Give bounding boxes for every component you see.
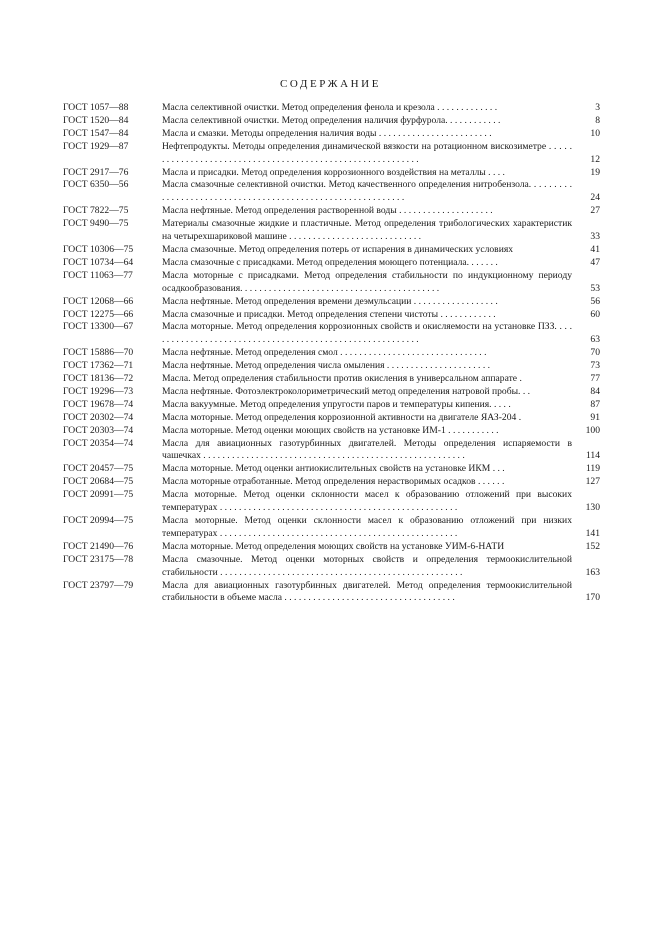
toc-entry [63,309,600,322]
toc-entry [63,296,600,309]
page-number: 63 [590,334,600,346]
toc-entry [63,115,600,128]
entry-title: Масла нефтяные. Метод определения числа омыления . . . . . . . . . . . . . . . . . . . . . . [162,360,491,372]
entry-title: Масла смазочные с присадками. Метод определения моющего потенциала. . . . . . . [162,256,498,268]
entry-title: Масла моторные. Метод оценки моющих свойств на установке ИМ-1 . . . . . . . . . . . [162,424,499,436]
gost-code: ГОСТ 20991—75 [63,489,134,501]
gost-code: ГОСТ 7822—75 [63,205,129,217]
toc-entry [63,321,600,347]
gost-code: ГОСТ 18136—72 [63,373,134,385]
gost-code: ГОСТ 20684—75 [63,476,134,488]
page-number: 24 [590,192,600,204]
toc-entry [63,257,600,270]
entry-title: Масла моторные с присадками. Метод определения стабильности по индукционному периоду осадкообразования. . . . . . . . . . . . . . . . . . . . . . . . . . . . . . . . . . . . . . . . . . [162,269,572,294]
toc-entry [63,438,600,464]
gost-code: ГОСТ 6350—56 [63,179,129,191]
page-number: 33 [590,231,600,243]
toc-entry [63,476,600,489]
entry-title: Масла смазочные. Метод определения потерь от испарения в динамических условиях [162,243,514,255]
toc-entry [63,128,600,141]
gost-code: ГОСТ 1057—88 [63,102,129,113]
toc-entry [63,167,600,180]
page-number: 114 [585,450,600,462]
page-number: 152 [585,540,600,552]
entry-title: Масла и присадки. Метод определения коррозионного воздействия на металлы . . . . [162,166,505,178]
entry-title: Масла моторные. Метод определения моющих свойств на установке УИМ-6-НАТИ [162,540,505,552]
gost-code: ГОСТ 11063—77 [63,269,133,281]
toc-entry [63,554,600,580]
gost-code: ГОСТ 1547—84 [63,127,129,139]
gost-code: ГОСТ 20303—74 [63,424,134,436]
gost-code: ГОСТ 19296—73 [63,385,134,397]
gost-code: ГОСТ 1929—87 [63,140,129,152]
entry-title: Масла моторные. Метод оценки антиокислительных свойств на установке ИКМ . . . [162,463,505,475]
gost-code: ГОСТ 23175—78 [63,553,134,565]
entry-title: Масла вакуумные. Метод определения упругости паров и температуры кипения. . . . . [162,398,511,410]
toc-entry [63,541,600,554]
gost-code: ГОСТ 12275—66 [63,308,134,320]
entry-title: Масла смазочные селективной очистки. Метод качественного определения нитробензола. . . . . . . . . . . . . . . . . . . . . . . . . . . . . . . . . . . . . . . . . . . . . . . . . . . . . . . . . . . . [162,179,572,204]
entry-title: Масла и смазки. Методы определения наличия воды . . . . . . . . . . . . . . . . . . . . . . . . [162,127,492,139]
gost-code: ГОСТ 20994—75 [63,515,134,526]
page-number: 53 [590,282,600,294]
page-number: 10 [590,127,600,139]
gost-code: ГОСТ 9490—75 [63,218,129,230]
toc-entry [63,373,600,386]
entry-title: Масла нефтяные. Фотоэлектроколориметрический метод определения натровой пробы. . . [162,385,531,397]
gost-code: ГОСТ 20457—75 [63,463,134,475]
toc-entry [63,386,600,399]
gost-code: ГОСТ 19678—74 [63,398,134,410]
page-number: 41 [590,243,600,255]
entry-title: Масла моторные отработанные. Метод определения нерастворимых осадков . . . . . . [162,476,505,488]
entry-title: Масла моторные. Метод определения коррозионных свойств и окисляемости на установке ПЗЗ. . . . . . . . . . . . . . . . . . . . . . . . . . . . . . . . . . . . . . . . . . . . . . . . . . . . . . . . . . [162,321,572,346]
page-number: 8 [595,114,600,126]
gost-code: ГОСТ 12068—66 [63,295,134,307]
entry-title: Масла смазочные. Метод оценки моторных свойств и определения термоокислительной стабильности . . . . . . . . . . . . . . . . . . . . . . . . . . . . . . . . . . . . . . . . . . . . . . . . . . . [162,553,572,578]
entry-title: Масла нефтяные. Метод определения смол . . . . . . . . . . . . . . . . . . . . . . . . . . . . . . . [162,347,487,359]
page-number: 77 [590,373,600,385]
gost-code: ГОСТ 15886—70 [63,347,134,359]
toc-entry [63,463,600,476]
gost-code: ГОСТ 10734—64 [63,256,134,268]
page-number: 27 [590,205,600,217]
toc-entry [63,347,600,360]
page-number: 84 [590,385,600,397]
toc-entry [63,412,600,425]
gost-code: ГОСТ 2917—76 [63,166,129,178]
gost-code: ГОСТ 20354—74 [63,437,134,449]
page-number: 47 [590,256,600,268]
page-number: 70 [590,347,600,359]
page-number: 3 [595,102,600,113]
entry-title: Масла нефтяные. Метод определения растворенной воды . . . . . . . . . . . . . . . . . . . . [162,205,493,217]
entry-title: Масла моторные. Метод определения коррозионной активности на двигателе ЯАЗ-204 . [162,411,522,423]
page-number: 119 [585,463,600,475]
toc-entry [63,360,600,373]
toc-entry [63,399,600,412]
entry-title: Масла смазочные и присадки. Метод определения степени чистоты . . . . . . . . . . . . [162,308,496,320]
entry-title: Масла. Метод определения стабильности против окисления в универсальном аппарате . [162,373,522,385]
entry-title: Масла моторные. Метод оценки склонности масел к образованию отложений при высоких температурах . . . . . . . . . . . . . . . . . . . . . . . . . . . . . . . . . . . . . . . . . . . . . . . . . . [162,489,572,514]
table-of-contents [63,102,600,605]
toc-entry [63,425,600,438]
page-number: 130 [585,502,600,514]
page-number: 12 [590,153,600,165]
toc-entry [63,270,600,296]
entry-title: Масла селективной очистки. Метод определения наличия фурфурола. . . . . . . . . . . . [162,114,501,126]
gost-code: ГОСТ 17362—71 [63,360,134,372]
page-number: 141 [585,527,600,539]
entry-title: Масла селективной очистки. Метод определения фенола и крезола . . . . . . . . . . . . . [162,102,498,113]
entry-title: Масла моторные. Метод оценки склонности масел к образованию отложений при низких температурах . . . . . . . . . . . . . . . . . . . . . . . . . . . . . . . . . . . . . . . . . . . . . . . . . . [162,515,572,539]
page-number: 170 [585,592,600,604]
toc-entry [63,244,600,257]
gost-code: ГОСТ 20302—74 [63,411,134,423]
page-number: 91 [590,411,600,423]
page-title: СОДЕРЖАНИЕ [279,78,382,90]
gost-code: ГОСТ 21490—76 [63,540,134,552]
entry-title: Материалы смазочные жидкие и пластичные. Метод определения трибологических характеристик на четырехшариковой машине . . . . . . . . . . . . . . . . . . . . . . . . . . . . [162,218,572,243]
toc-entry [63,580,600,606]
entry-title: Масла для авиационных газотурбинных двигателей. Метод определения термоокислительной стабильности в объеме масла . . . . . . . . . . . . . . . . . . . . . . . . . . . . . . . . . . . . [162,579,572,604]
gost-code: ГОСТ 10306—75 [63,243,134,255]
entry-title: Масла нефтяные. Метод определения времени деэмульсации . . . . . . . . . . . . . . . . . . [162,295,498,307]
toc-entry [63,205,600,218]
entry-title: Нефтепродукты. Методы определения динамической вязкости на ротационном вискозиметре . . . . . . . . . . . . . . . . . . . . . . . . . . . . . . . . . . . . . . . . . . . . . . . . . . . . . . . . . . . [162,140,572,165]
toc-entry [63,141,600,167]
gost-code: ГОСТ 1520—84 [63,114,129,126]
page-number: 73 [590,360,600,372]
gost-code: ГОСТ 13300—67 [63,321,134,333]
page-number: 87 [590,398,600,410]
toc-entry [63,102,600,115]
toc-entry [63,489,600,515]
toc-entry [63,179,600,205]
toc-entry [63,515,600,541]
entry-title: Масла для авиационных газотурбинных двигателей. Методы определения испаряемости в чашечках . . . . . . . . . . . . . . . . . . . . . . . . . . . . . . . . . . . . . . . . . . . . . . . . . . . . . . . [162,437,572,462]
gost-code: ГОСТ 23797—79 [63,579,134,591]
toc-entry [63,218,600,244]
page-number: 56 [590,295,600,307]
page-number: 60 [590,308,600,320]
page-number: 163 [585,566,600,578]
page-number: 127 [585,476,600,488]
page-number: 100 [585,424,600,436]
page-number: 19 [590,166,600,178]
